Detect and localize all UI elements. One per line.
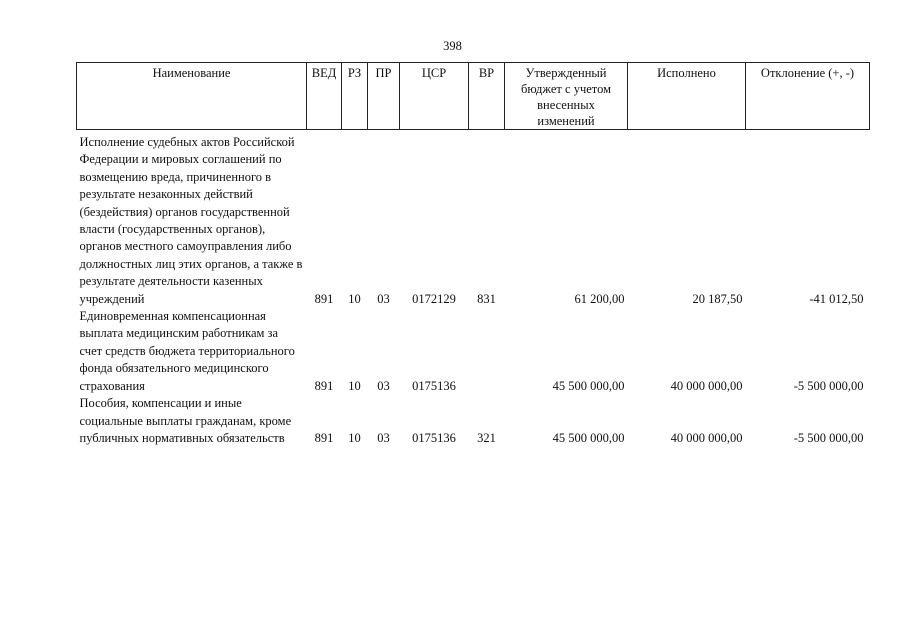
row-approved: 45 500 000,00 <box>552 430 625 445</box>
row-deviation: -5 500 000,00 <box>793 378 864 393</box>
row-deviation: -41 012,50 <box>809 291 864 306</box>
row-pr: 03 <box>377 291 390 306</box>
row-name: Исполнение судебных актов Российской Федерации и мировых соглашений по возмещению вреда, причиненного в результате незаконных действий (бездействия) органов государственной власти (государственных органов), органов местного самоуправления либо должностных лиц этих органов, а также в результате деятельности казенных учреждений <box>79 135 303 306</box>
header-name: Наименование <box>77 63 307 130</box>
row-name: Единовременная компенсационная выплата медицинским работникам за счет средств бюджета территориального фонда обязательного медицинского страхования <box>79 309 295 393</box>
row-pr: 03 <box>377 430 390 445</box>
header-deviation: Отклонение (+, -) <box>746 63 870 130</box>
header-pr: ПР <box>368 63 400 130</box>
row-csr: 0175136 <box>412 430 456 445</box>
row-approved: 61 200,00 <box>574 291 625 306</box>
row-rz: 10 <box>348 378 361 393</box>
header-approved: Утвержденный бюджет с учетом внесенных изменений <box>505 63 628 130</box>
header-row <box>77 63 870 130</box>
row-approved: 45 500 000,00 <box>552 378 625 393</box>
row-executed: 40 000 000,00 <box>670 430 743 445</box>
row-vr: 321 <box>477 430 496 445</box>
row-vr: 831 <box>477 291 496 306</box>
row-csr: 0172129 <box>412 291 456 306</box>
header-vr: ВР <box>469 63 505 130</box>
row-ved: 891 <box>314 378 334 393</box>
header-rz: РЗ <box>342 63 368 130</box>
row-ved: 891 <box>314 291 334 306</box>
budget-execution-table <box>76 62 870 447</box>
row-csr: 0175136 <box>412 378 456 393</box>
row-rz: 10 <box>348 291 361 306</box>
row-deviation: -5 500 000,00 <box>793 430 864 445</box>
table-body <box>77 130 870 448</box>
table-row <box>77 134 870 308</box>
row-executed: 20 187,50 <box>692 291 743 306</box>
table-header <box>77 63 870 130</box>
table-row <box>77 395 870 447</box>
row-executed: 40 000 000,00 <box>670 378 743 393</box>
page-number: 398 <box>443 39 462 53</box>
header-csr: ЦСР <box>400 63 469 130</box>
row-pr: 03 <box>377 378 390 393</box>
row-name: Пособия, компенсации и иные социальные выплаты гражданам, кроме публичных нормативных обязательств <box>79 396 292 445</box>
header-ved: ВЕД <box>307 63 342 130</box>
table-row <box>77 308 870 395</box>
header-executed: Исполнено <box>628 63 746 130</box>
row-ved: 891 <box>314 430 334 445</box>
row-rz: 10 <box>348 430 361 445</box>
row-vr <box>469 308 505 395</box>
